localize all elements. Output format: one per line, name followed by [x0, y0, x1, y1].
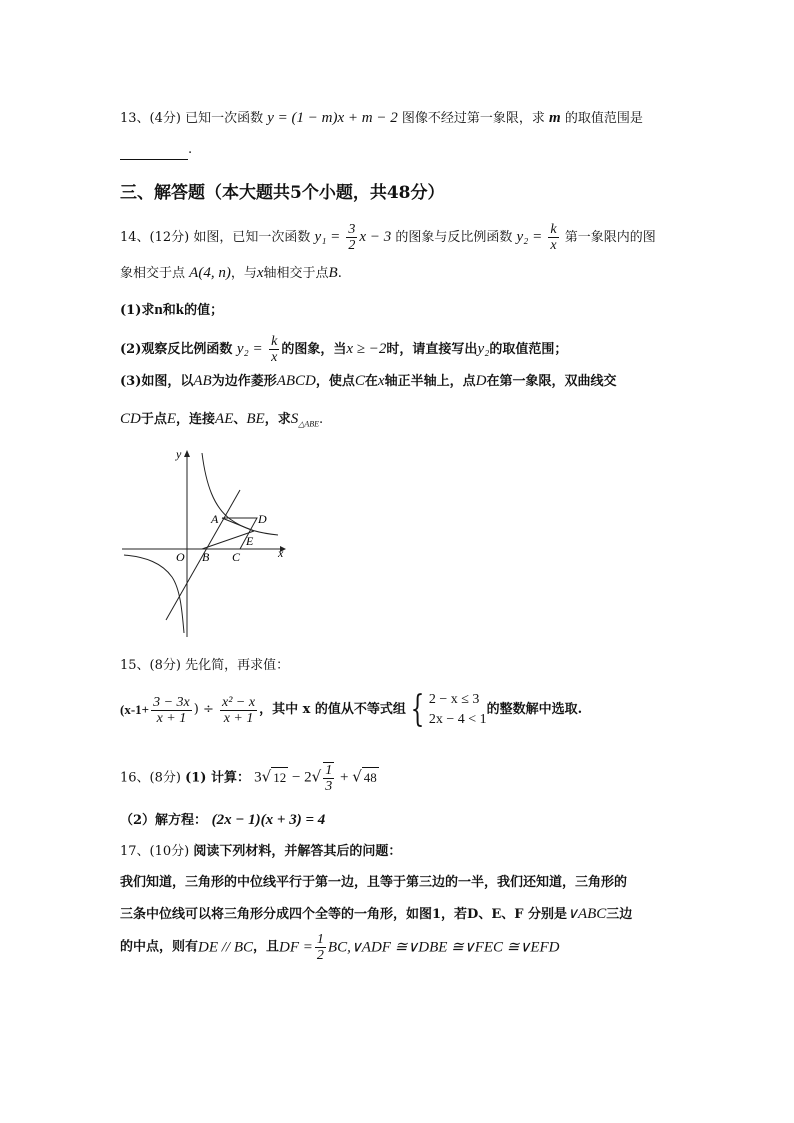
q14-part-1: [120, 300, 223, 321]
q14-text-6: 轴相交于点: [263, 266, 329, 281]
q15-fraction-1: [151, 695, 192, 726]
fraction-numerator: 1: [316, 932, 324, 947]
q14-text-3: 第一象限内的图: [564, 230, 656, 245]
q16-plus: +: [336, 769, 353, 786]
q13-text: 已知一次函数: [185, 111, 264, 126]
fraction-denominator: 2: [348, 238, 356, 253]
q15-fraction-2: [220, 695, 257, 726]
q14-text-2: 的图象与反比例函数: [395, 230, 513, 245]
q14-p3-x: x: [377, 373, 385, 389]
answer-blank[interactable]: [120, 145, 188, 160]
q14-y2: y₂ =: [516, 229, 543, 245]
q14-p3-text-3: ，使点: [315, 374, 355, 389]
fraction-numerator: 1: [325, 763, 333, 778]
q14-p3-text: (3)如图，以: [120, 374, 194, 389]
q14-p3-d: D: [475, 373, 487, 389]
fraction-numerator: k: [271, 334, 278, 349]
q14-p3-text-5: 轴正半轴上，点: [384, 374, 476, 389]
q14-p3-text-2: 为边作菱形: [211, 374, 277, 389]
q14-fraction-k-x: [548, 222, 558, 253]
q14-p2-text-2: 的图象，当: [281, 342, 347, 357]
q14-linear-term: x − 3: [359, 229, 392, 245]
inequality-1: 2 − x ≤ 3: [428, 692, 480, 707]
q14-be: BE: [246, 411, 265, 427]
q14-p1-n: n: [154, 302, 163, 318]
q14-p4-text-2: ，连接: [176, 412, 216, 427]
q14-p1-and: 和: [162, 303, 176, 318]
q15-expression: [120, 690, 582, 734]
q16-fraction-1-3: [323, 762, 334, 794]
q17-header: [120, 842, 401, 862]
q13-text-3: 的取值范围是: [564, 111, 643, 126]
label-o: O: [176, 550, 185, 564]
q14-text: 如图，已知一次函数: [193, 230, 311, 245]
q14-p3-c: C: [354, 373, 365, 389]
q14-period: .: [337, 266, 342, 281]
label-y: y: [176, 447, 182, 461]
q16-p1-label: (1) 计算：: [185, 770, 250, 786]
inequality-system: [429, 690, 487, 730]
fraction-denominator: 3: [325, 779, 333, 794]
system-brace: {: [410, 689, 425, 730]
q14-p1-text: (1)求: [120, 303, 155, 318]
q14-text-5: ，与: [230, 266, 257, 281]
q17-triangle: ∨ABC: [566, 906, 607, 922]
fraction-numerator: x² − x: [222, 694, 256, 710]
q17-number: 17、(10分): [120, 844, 190, 859]
q14-p3-ab: AB: [193, 373, 212, 389]
q14-p4-end: .: [319, 412, 324, 427]
q14-p2-y2: y₂ =: [236, 341, 263, 357]
q14-p4-text-3: ，求: [264, 412, 291, 427]
q14-s-sub: △ABE: [298, 419, 320, 429]
label-a: A: [211, 512, 219, 526]
q16-part-2: [120, 810, 325, 831]
q16-coef-2: − 2: [288, 769, 312, 786]
q15-title: 先化简，再求值：: [185, 658, 290, 673]
q14-p2-end: 的取值范围；: [489, 342, 568, 357]
q14-p2-condition: x ≥ −2: [346, 341, 387, 357]
q14-part-2: [120, 334, 567, 365]
q14-p4-text: 于点: [140, 412, 167, 427]
q17-congruence: BC,∨ADF ≅∨DBE ≅∨FEC ≅∨EFD: [327, 939, 560, 956]
q14-s: S: [290, 411, 299, 427]
q13-answer-line: [120, 140, 192, 160]
q14-p1-k: k: [175, 302, 185, 318]
label-e: E: [246, 534, 254, 548]
q17-fraction-1-2: [315, 932, 326, 963]
label-b: B: [202, 550, 210, 564]
sqrt-symbol: √: [261, 767, 272, 786]
section-title: 三、解答题（本大题共5个小题，共48分）: [120, 183, 445, 203]
fraction-numerator: 3: [348, 222, 356, 237]
q15-divide: ÷: [202, 702, 214, 717]
fraction-denominator: x + 1: [156, 710, 187, 726]
q14-line-2: [120, 263, 342, 284]
q14-fraction-3-2: [346, 222, 357, 253]
q16-radicand-1: 12: [271, 767, 288, 788]
q14-line-1: [120, 222, 656, 253]
q14-y1: y₁ =: [314, 229, 341, 245]
q16-equation: (2x − 1)(x + 3) = 4: [211, 812, 326, 828]
q14-p2-text: (2)观察反比例函数: [120, 342, 233, 357]
fraction-denominator: 2: [316, 948, 324, 963]
figure-graph: [118, 445, 293, 640]
q17-line-3: [120, 932, 560, 972]
q17-parallel: DE // BC: [198, 939, 254, 956]
q14-point-b: B: [328, 265, 338, 281]
q13-number: 13、(4分): [120, 111, 181, 126]
hyperbola-branch-3: [124, 555, 184, 633]
q14-x: x: [256, 265, 264, 281]
q17-text-2: 三边: [606, 907, 633, 922]
y-axis-arrow: [184, 450, 190, 457]
sqrt-symbol: √: [352, 767, 362, 786]
q14-p2-fraction: [269, 334, 279, 365]
q14-p1-end: 的值；: [184, 303, 224, 318]
q14-cd: CD: [120, 411, 141, 427]
q14-p3-text-6: 在第一象限，双曲线交: [486, 374, 617, 389]
q15-header: [120, 656, 289, 676]
q14-part-3-line-2: [120, 409, 323, 435]
q17-title: 阅读下列材料，并解答其后的问题：: [193, 844, 402, 859]
q17-text-3: 的中点，则有: [120, 939, 199, 955]
q15-number: 15、(8分): [120, 658, 181, 673]
q17-df: DF =: [279, 939, 313, 956]
q13-formula: y = (1 − m)x + m − 2: [267, 110, 398, 126]
q15-close: ): [193, 702, 199, 717]
q17-text-4: ，且: [253, 939, 280, 955]
q17-line-2: [120, 904, 632, 925]
q14-ae: AE: [215, 411, 234, 427]
q14-e: E: [166, 411, 177, 427]
fraction-numerator: k: [550, 222, 557, 237]
q14-p2-y2b: y₂: [477, 341, 490, 357]
q14-p4-sep: 、: [233, 412, 247, 427]
inequality-2: 2x − 4 < 1: [428, 712, 487, 727]
q16-part-1: [120, 762, 379, 792]
question-13: [120, 108, 643, 129]
q17-line-1: 我们知道，三角形的中位线平行于第一边，且等于第三边的一半，我们还知道，三角形的: [120, 875, 628, 890]
fraction-numerator: 3 − 3x: [153, 694, 190, 710]
q16-number: 16、(8分): [120, 770, 181, 786]
q14-part-3: [120, 371, 616, 392]
label-x: x: [278, 546, 284, 560]
q14-number: 14、(12分): [120, 230, 190, 245]
q16-radicand-3: 48: [362, 767, 379, 788]
fraction-denominator: x + 1: [223, 710, 254, 726]
q14-p3-abcd: ABCD: [276, 373, 316, 389]
q13-text-2: 图像不经过第一象限，求: [401, 111, 545, 126]
fraction-denominator: x: [550, 238, 557, 253]
q14-p3-text-4: 在: [364, 374, 378, 389]
label-d: D: [258, 512, 267, 526]
label-c: C: [232, 550, 241, 564]
segment-ae: [222, 518, 254, 531]
q13-end: .: [188, 142, 193, 157]
q15-end: 的整数解中选取.: [486, 702, 583, 717]
q14-p2-text-3: 时，请直接写出: [386, 342, 478, 357]
q13-var: m: [549, 110, 561, 126]
q14-point-a: A(4, n): [189, 265, 231, 281]
q16-coef-1: 3: [254, 769, 262, 786]
fraction-denominator: x: [271, 350, 278, 365]
sqrt-symbol: √: [311, 767, 322, 786]
q17-text: 三条中位线可以将三角形分成四个全等的一角形，如图1，若D、E、F 分别是: [120, 907, 567, 922]
q15-text: ，其中 x 的值从不等式组: [259, 702, 406, 717]
q16-p2-label: （2）解方程：: [120, 813, 208, 828]
q14-text-4: 象相交于点: [120, 266, 186, 281]
q15-open: (x-1+: [120, 702, 150, 717]
